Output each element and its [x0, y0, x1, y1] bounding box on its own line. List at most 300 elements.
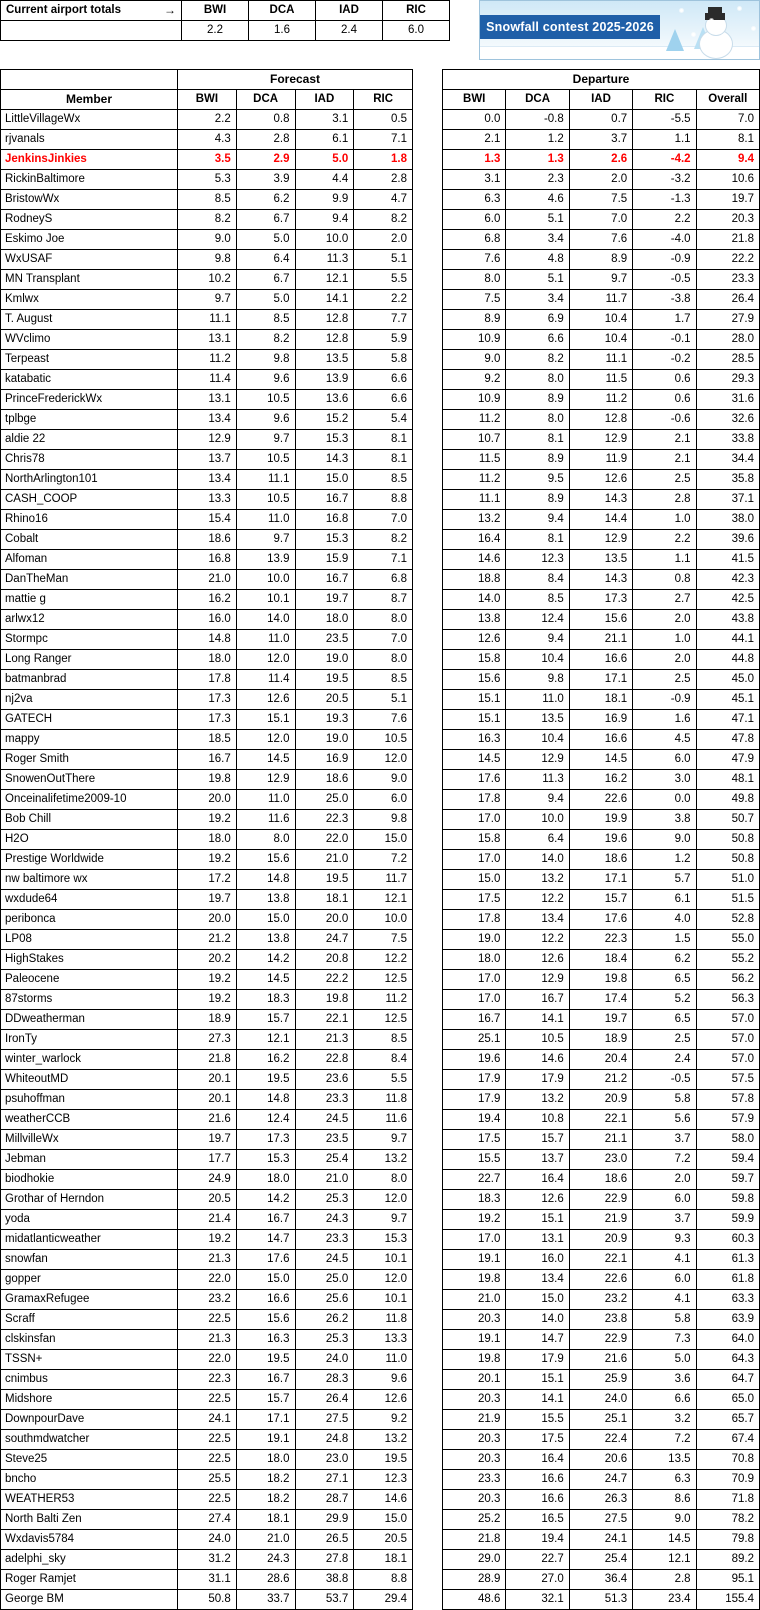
forecast-body: [1, 110, 413, 1610]
member-name-cell: MillvilleWx: [1, 1130, 178, 1150]
forecast-value-cell: 17.8: [178, 670, 237, 690]
forecast-value-cell: 24.1: [178, 1410, 237, 1430]
forecast-value-cell: 38.8: [295, 1570, 354, 1590]
departure-value-cell: 15.7: [506, 1130, 569, 1150]
departure-value-cell: 17.9: [506, 1070, 569, 1090]
overall-value-cell: 35.8: [696, 470, 759, 490]
forecast-value-cell: 19.0: [295, 650, 354, 670]
forecast-value-cell: 15.1: [236, 710, 295, 730]
overall-value-cell: 20.3: [696, 210, 759, 230]
departure-value-cell: 9.7: [569, 270, 632, 290]
forecast-group-header: Forecast: [178, 70, 413, 90]
forecast-value-cell: 14.1: [295, 290, 354, 310]
departure-value-cell: 12.2: [506, 930, 569, 950]
forecast-value-cell: 8.1: [354, 430, 413, 450]
departure-row: [443, 1210, 760, 1230]
departure-value-cell: 15.1: [443, 690, 506, 710]
departure-value-cell: 12.9: [569, 430, 632, 450]
departure-value-cell: 2.6: [569, 150, 632, 170]
forecast-value-cell: 2.0: [354, 230, 413, 250]
forecast-value-cell: 20.8: [295, 950, 354, 970]
departure-value-cell: 9.5: [506, 470, 569, 490]
departure-value-cell: 51.3: [569, 1590, 632, 1610]
departure-value-cell: 18.6: [569, 1170, 632, 1190]
departure-value-cell: 12.6: [443, 630, 506, 650]
forecast-row: [1, 1530, 413, 1550]
departure-value-cell: 20.6: [569, 1450, 632, 1470]
forecast-value-cell: 15.0: [236, 910, 295, 930]
forecast-row: [1, 530, 413, 550]
member-name-cell: North Balti Zen: [1, 1510, 178, 1530]
forecast-value-cell: 12.4: [236, 1110, 295, 1130]
forecast-value-cell: 22.3: [295, 810, 354, 830]
departure-value-cell: 10.4: [506, 650, 569, 670]
forecast-value-cell: 16.3: [236, 1330, 295, 1350]
departure-value-cell: 18.1: [569, 690, 632, 710]
departure-header-overall: Overall: [696, 90, 759, 110]
forecast-value-cell: 21.8: [178, 1050, 237, 1070]
forecast-value-cell: 22.0: [178, 1350, 237, 1370]
departure-value-cell: 5.6: [633, 1110, 696, 1130]
forecast-row: [1, 1390, 413, 1410]
departure-wrapper: [442, 69, 760, 1610]
departure-value-cell: 15.8: [443, 830, 506, 850]
forecast-value-cell: 21.3: [178, 1330, 237, 1350]
totals-empty-cell: [1, 21, 182, 41]
departure-value-cell: 48.6: [443, 1590, 506, 1610]
forecast-value-cell: 5.8: [354, 350, 413, 370]
forecast-row: [1, 1590, 413, 1610]
departure-row: [443, 830, 760, 850]
departure-value-cell: 7.0: [569, 210, 632, 230]
forecast-value-cell: 14.8: [236, 1090, 295, 1110]
departure-value-cell: 17.0: [443, 970, 506, 990]
departure-value-cell: -0.8: [506, 110, 569, 130]
member-name-cell: T. August: [1, 310, 178, 330]
departure-value-cell: 16.4: [443, 530, 506, 550]
departure-value-cell: 7.5: [569, 190, 632, 210]
forecast-value-cell: 21.0: [295, 1170, 354, 1190]
member-name-cell: GATECH: [1, 710, 178, 730]
forecast-value-cell: 31.1: [178, 1570, 237, 1590]
forecast-value-cell: 27.4: [178, 1510, 237, 1530]
forecast-value-cell: 23.2: [178, 1290, 237, 1310]
departure-value-cell: 9.4: [506, 790, 569, 810]
departure-value-cell: 3.1: [443, 170, 506, 190]
forecast-row: [1, 1210, 413, 1230]
departure-value-cell: -0.6: [633, 410, 696, 430]
forecast-blank-header: [1, 70, 178, 90]
departure-value-cell: 0.6: [633, 390, 696, 410]
overall-value-cell: 57.0: [696, 1010, 759, 1030]
departure-row: [443, 570, 760, 590]
main-tables: [0, 69, 760, 1610]
departure-value-cell: 16.6: [506, 1470, 569, 1490]
departure-value-cell: 20.4: [569, 1050, 632, 1070]
departure-value-cell: 12.9: [506, 750, 569, 770]
forecast-value-cell: 5.4: [354, 410, 413, 430]
forecast-value-cell: 22.0: [178, 1270, 237, 1290]
forecast-value-cell: 9.7: [236, 430, 295, 450]
departure-value-cell: 2.3: [506, 170, 569, 190]
departure-value-cell: 18.8: [443, 570, 506, 590]
departure-value-cell: 4.5: [633, 730, 696, 750]
departure-value-cell: 3.7: [633, 1210, 696, 1230]
forecast-value-cell: 23.0: [295, 1450, 354, 1470]
forecast-value-cell: 14.2: [236, 950, 295, 970]
forecast-value-cell: 12.0: [354, 750, 413, 770]
forecast-value-cell: 18.0: [178, 650, 237, 670]
overall-value-cell: 57.5: [696, 1070, 759, 1090]
forecast-value-cell: 13.1: [178, 390, 237, 410]
departure-value-cell: 14.4: [569, 510, 632, 530]
member-name-cell: HighStakes: [1, 950, 178, 970]
departure-row: [443, 1250, 760, 1270]
forecast-value-cell: 17.1: [236, 1410, 295, 1430]
departure-value-cell: 8.0: [506, 370, 569, 390]
member-name-cell: IronTy: [1, 1030, 178, 1050]
departure-value-cell: 23.2: [569, 1290, 632, 1310]
departure-value-cell: 19.2: [443, 1210, 506, 1230]
member-name-cell: Scraff: [1, 1310, 178, 1330]
departure-value-cell: 24.7: [569, 1470, 632, 1490]
forecast-value-cell: 12.9: [178, 430, 237, 450]
departure-value-cell: 9.0: [633, 830, 696, 850]
forecast-value-cell: 6.2: [236, 190, 295, 210]
forecast-header-iad: IAD: [295, 90, 354, 110]
forecast-value-cell: 9.7: [236, 530, 295, 550]
departure-value-cell: 22.1: [569, 1250, 632, 1270]
overall-value-cell: 47.9: [696, 750, 759, 770]
departure-value-cell: 4.1: [633, 1290, 696, 1310]
departure-value-cell: 8.9: [443, 310, 506, 330]
forecast-value-cell: 53.7: [295, 1590, 354, 1610]
overall-value-cell: 55.2: [696, 950, 759, 970]
forecast-row: [1, 630, 413, 650]
overall-value-cell: 42.3: [696, 570, 759, 590]
departure-value-cell: 22.6: [569, 1270, 632, 1290]
forecast-value-cell: 19.2: [178, 990, 237, 1010]
member-name-cell: cnimbus: [1, 1370, 178, 1390]
forecast-value-cell: 17.3: [178, 690, 237, 710]
overall-value-cell: 48.1: [696, 770, 759, 790]
departure-value-cell: 18.9: [569, 1030, 632, 1050]
forecast-row: [1, 1170, 413, 1190]
forecast-value-cell: 8.8: [354, 490, 413, 510]
departure-value-cell: 13.4: [506, 1270, 569, 1290]
overall-value-cell: 22.2: [696, 250, 759, 270]
forecast-value-cell: 27.3: [178, 1030, 237, 1050]
departure-row: [443, 990, 760, 1010]
member-name-cell: George BM: [1, 1590, 178, 1610]
forecast-value-cell: 24.7: [295, 930, 354, 950]
overall-value-cell: 57.0: [696, 1030, 759, 1050]
departure-value-cell: 20.3: [443, 1430, 506, 1450]
forecast-value-cell: 21.2: [178, 930, 237, 950]
departure-value-cell: 6.9: [506, 310, 569, 330]
departure-value-cell: 25.4: [569, 1550, 632, 1570]
overall-value-cell: 59.9: [696, 1210, 759, 1230]
forecast-value-cell: 5.1: [354, 690, 413, 710]
departure-value-cell: 12.1: [633, 1550, 696, 1570]
departure-value-cell: 11.3: [506, 770, 569, 790]
forecast-value-cell: 7.0: [354, 630, 413, 650]
forecast-value-cell: 17.6: [236, 1250, 295, 1270]
totals-value-iad: 2.4: [316, 21, 383, 41]
departure-value-cell: 22.7: [506, 1550, 569, 1570]
forecast-row: [1, 1290, 413, 1310]
departure-value-cell: 14.0: [443, 590, 506, 610]
departure-value-cell: 7.6: [443, 250, 506, 270]
overall-value-cell: 64.3: [696, 1350, 759, 1370]
forecast-value-cell: 24.9: [178, 1170, 237, 1190]
overall-value-cell: 57.0: [696, 1050, 759, 1070]
forecast-value-cell: 21.3: [295, 1030, 354, 1050]
member-name-cell: biodhokie: [1, 1170, 178, 1190]
forecast-row: [1, 1470, 413, 1490]
forecast-value-cell: 13.3: [178, 490, 237, 510]
forecast-value-cell: 22.5: [178, 1430, 237, 1450]
member-name-cell: 87storms: [1, 990, 178, 1010]
member-name-cell: peribonca: [1, 910, 178, 930]
forecast-value-cell: 18.0: [178, 830, 237, 850]
departure-value-cell: 13.2: [443, 510, 506, 530]
overall-value-cell: 67.4: [696, 1430, 759, 1450]
departure-header-ric: RIC: [633, 90, 696, 110]
totals-col-header-dca: DCA: [249, 1, 316, 21]
departure-value-cell: 17.9: [506, 1350, 569, 1370]
departure-value-cell: 11.1: [569, 350, 632, 370]
departure-value-cell: 19.6: [569, 830, 632, 850]
overall-value-cell: 59.7: [696, 1170, 759, 1190]
member-name-cell: Long Ranger: [1, 650, 178, 670]
departure-value-cell: 13.1: [506, 1230, 569, 1250]
departure-value-cell: 2.0: [633, 1170, 696, 1190]
departure-value-cell: 19.9: [569, 810, 632, 830]
forecast-value-cell: 10.2: [178, 270, 237, 290]
forecast-value-cell: 20.5: [354, 1530, 413, 1550]
departure-group-header-row: [443, 70, 760, 90]
member-name-cell: Grothar of Herndon: [1, 1190, 178, 1210]
overall-value-cell: 8.1: [696, 130, 759, 150]
forecast-value-cell: 15.3: [354, 1230, 413, 1250]
forecast-value-cell: 25.3: [295, 1190, 354, 1210]
forecast-value-cell: 20.1: [178, 1090, 237, 1110]
departure-value-cell: 12.6: [506, 1190, 569, 1210]
forecast-value-cell: 19.2: [178, 970, 237, 990]
departure-value-cell: 21.9: [443, 1410, 506, 1430]
forecast-row: [1, 290, 413, 310]
departure-value-cell: 6.0: [633, 1270, 696, 1290]
departure-value-cell: 1.2: [506, 130, 569, 150]
overall-value-cell: 49.8: [696, 790, 759, 810]
forecast-value-cell: 28.6: [236, 1570, 295, 1590]
forecast-value-cell: 15.3: [236, 1150, 295, 1170]
departure-value-cell: 15.1: [443, 710, 506, 730]
forecast-value-cell: 15.0: [354, 830, 413, 850]
forecast-value-cell: 6.7: [236, 270, 295, 290]
forecast-value-cell: 11.6: [236, 810, 295, 830]
forecast-value-cell: 11.0: [354, 1350, 413, 1370]
departure-value-cell: 9.0: [633, 1510, 696, 1530]
forecast-row: [1, 250, 413, 270]
member-name-cell: mattie g: [1, 590, 178, 610]
departure-value-cell: 19.0: [443, 930, 506, 950]
forecast-value-cell: 13.2: [354, 1150, 413, 1170]
forecast-value-cell: 18.0: [295, 610, 354, 630]
forecast-value-cell: 13.8: [236, 890, 295, 910]
forecast-value-cell: 33.7: [236, 1590, 295, 1610]
departure-row: [443, 1490, 760, 1510]
departure-row: [443, 810, 760, 830]
member-name-cell: Onceinalifetime2009-10: [1, 790, 178, 810]
departure-row: [443, 890, 760, 910]
member-name-cell: DownpourDave: [1, 1410, 178, 1430]
departure-value-cell: 8.4: [506, 570, 569, 590]
departure-value-cell: 14.1: [506, 1010, 569, 1030]
forecast-value-cell: 13.7: [178, 450, 237, 470]
departure-value-cell: 9.0: [443, 350, 506, 370]
forecast-value-cell: 11.7: [354, 870, 413, 890]
departure-value-cell: 6.1: [633, 890, 696, 910]
departure-value-cell: 6.6: [633, 1390, 696, 1410]
overall-value-cell: 37.1: [696, 490, 759, 510]
departure-value-cell: 17.0: [443, 810, 506, 830]
departure-value-cell: 20.9: [569, 1090, 632, 1110]
member-name-cell: Cobalt: [1, 530, 178, 550]
forecast-value-cell: 0.8: [236, 110, 295, 130]
overall-value-cell: 95.1: [696, 1570, 759, 1590]
forecast-value-cell: 9.8: [354, 810, 413, 830]
forecast-row: [1, 210, 413, 230]
forecast-row: [1, 1230, 413, 1250]
departure-row: [443, 790, 760, 810]
forecast-value-cell: 11.1: [178, 310, 237, 330]
forecast-value-cell: 18.6: [178, 530, 237, 550]
departure-value-cell: 1.1: [633, 550, 696, 570]
forecast-value-cell: 19.7: [178, 890, 237, 910]
forecast-value-cell: 18.1: [354, 1550, 413, 1570]
departure-value-cell: 1.7: [633, 310, 696, 330]
departure-value-cell: 13.4: [506, 910, 569, 930]
member-name-cell: Midshore: [1, 1390, 178, 1410]
departure-value-cell: 19.6: [443, 1050, 506, 1070]
forecast-value-cell: 14.8: [178, 630, 237, 650]
forecast-value-cell: 8.0: [236, 830, 295, 850]
forecast-row: [1, 450, 413, 470]
overall-value-cell: 61.3: [696, 1250, 759, 1270]
overall-value-cell: 64.7: [696, 1370, 759, 1390]
departure-value-cell: 17.0: [443, 990, 506, 1010]
forecast-value-cell: 6.1: [295, 130, 354, 150]
departure-value-cell: 13.2: [506, 870, 569, 890]
departure-value-cell: 16.6: [569, 650, 632, 670]
departure-value-cell: 23.8: [569, 1310, 632, 1330]
contest-banner: [479, 0, 760, 60]
departure-value-cell: 6.5: [633, 970, 696, 990]
departure-row: [443, 1010, 760, 1030]
forecast-value-cell: 5.9: [354, 330, 413, 350]
departure-value-cell: 3.7: [633, 1130, 696, 1150]
forecast-value-cell: 11.4: [178, 370, 237, 390]
departure-value-cell: 16.7: [506, 990, 569, 1010]
departure-value-cell: 16.4: [506, 1450, 569, 1470]
departure-value-cell: 6.5: [633, 1010, 696, 1030]
forecast-value-cell: 19.5: [295, 870, 354, 890]
departure-value-cell: 22.4: [569, 1430, 632, 1450]
forecast-value-cell: 4.4: [295, 170, 354, 190]
departure-row: [443, 1030, 760, 1050]
departure-value-cell: 6.2: [633, 950, 696, 970]
departure-value-cell: 7.3: [633, 1330, 696, 1350]
member-name-cell: arlwx12: [1, 610, 178, 630]
forecast-row: [1, 650, 413, 670]
departure-value-cell: 16.3: [443, 730, 506, 750]
overall-value-cell: 43.8: [696, 610, 759, 630]
forecast-value-cell: 19.8: [178, 770, 237, 790]
departure-value-cell: 8.0: [506, 410, 569, 430]
departure-row: [443, 710, 760, 730]
departure-value-cell: 19.1: [443, 1250, 506, 1270]
departure-value-cell: 32.1: [506, 1590, 569, 1610]
forecast-value-cell: 9.6: [236, 410, 295, 430]
member-name-cell: katabatic: [1, 370, 178, 390]
departure-sub-header-row: [443, 90, 760, 110]
forecast-row: [1, 490, 413, 510]
forecast-row: [1, 1330, 413, 1350]
forecast-value-cell: 14.3: [295, 450, 354, 470]
departure-value-cell: 0.7: [569, 110, 632, 130]
forecast-value-cell: 20.0: [178, 790, 237, 810]
departure-value-cell: 13.7: [506, 1150, 569, 1170]
forecast-row: [1, 610, 413, 630]
departure-row: [443, 750, 760, 770]
departure-value-cell: 15.7: [569, 890, 632, 910]
departure-value-cell: 22.9: [569, 1330, 632, 1350]
departure-value-cell: 2.0: [633, 610, 696, 630]
forecast-value-cell: 18.1: [236, 1510, 295, 1530]
member-name-cell: SnowenOutThere: [1, 770, 178, 790]
departure-value-cell: 12.4: [506, 610, 569, 630]
departure-value-cell: 15.6: [569, 610, 632, 630]
member-column-header: Member: [1, 90, 178, 110]
forecast-value-cell: 18.1: [295, 890, 354, 910]
forecast-row: [1, 110, 413, 130]
forecast-value-cell: 21.0: [236, 1530, 295, 1550]
forecast-value-cell: 8.2: [178, 210, 237, 230]
forecast-value-cell: 23.3: [295, 1090, 354, 1110]
forecast-value-cell: 13.6: [295, 390, 354, 410]
departure-value-cell: 18.6: [569, 850, 632, 870]
departure-value-cell: 15.1: [506, 1210, 569, 1230]
forecast-value-cell: 3.9: [236, 170, 295, 190]
departure-value-cell: 14.3: [569, 570, 632, 590]
forecast-row: [1, 1550, 413, 1570]
departure-value-cell: 5.0: [633, 1350, 696, 1370]
forecast-row: [1, 130, 413, 150]
departure-value-cell: -3.8: [633, 290, 696, 310]
departure-value-cell: 13.8: [443, 610, 506, 630]
departure-value-cell: -0.2: [633, 350, 696, 370]
overall-value-cell: 29.3: [696, 370, 759, 390]
departure-row: [443, 1330, 760, 1350]
departure-body: [443, 110, 760, 1610]
departure-value-cell: 13.5: [569, 550, 632, 570]
forecast-value-cell: 10.5: [236, 490, 295, 510]
member-name-cell: bncho: [1, 1470, 178, 1490]
forecast-value-cell: 13.1: [178, 330, 237, 350]
departure-value-cell: 17.5: [443, 1130, 506, 1150]
